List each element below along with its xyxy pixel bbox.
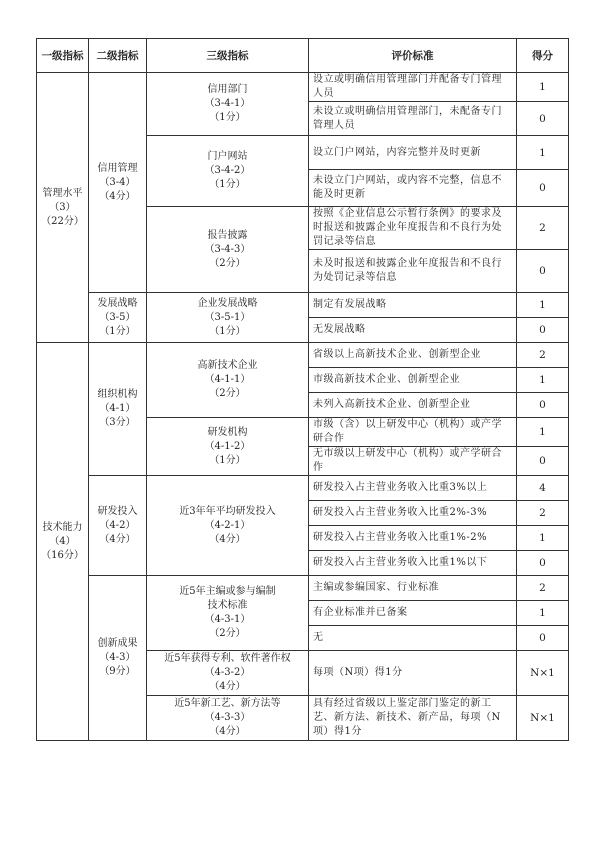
level2-name: 研发投入	[97, 505, 138, 517]
level2-code: （4-2）	[99, 519, 136, 531]
level2-name: 创新成果	[97, 638, 138, 649]
criterion-cell: 无市级以上研发中心（机构）或产学研合作	[309, 447, 517, 476]
table-row	[37, 476, 569, 501]
score-cell: 2	[517, 576, 569, 601]
level3-line: （4分）	[209, 726, 246, 737]
score-cell: 0	[517, 318, 569, 343]
level3-line: （1分）	[209, 454, 246, 466]
table-row	[37, 576, 569, 601]
level3-cell	[147, 418, 309, 476]
criterion-cell: 未及时报送和披露企业年度报告和不良行为处罚记录等信息	[309, 250, 517, 293]
level1-cell	[37, 343, 89, 741]
score-cell: N×1	[517, 651, 569, 696]
score-cell: 0	[517, 626, 569, 651]
level3-line: （4-3-2）	[204, 667, 251, 678]
level2-code: （4-1）	[99, 403, 136, 414]
level2-name: 信用管理	[97, 162, 138, 174]
score-cell: 1	[517, 293, 569, 318]
criterion-cell: 按照《企业信息公示暂行条例》的要求及时报送和披露企业年度报告和不良行为处罚记录等信息	[309, 207, 517, 250]
level3-line: （4-1-1）	[204, 374, 251, 385]
level1-code: （4）	[49, 535, 76, 547]
level3-cell	[147, 73, 309, 136]
level3-cell	[147, 651, 309, 696]
level3-line: （2分）	[209, 388, 246, 399]
level3-line: （4分）	[209, 681, 246, 692]
level3-line: （4-3-1）	[204, 614, 251, 625]
level3-cell	[147, 576, 309, 651]
criterion-cell: 市级（含）以上研发中心（机构）或产学研合作	[309, 418, 517, 447]
header-level1: 一级指标	[37, 39, 89, 73]
table-row	[37, 343, 569, 368]
criterion-cell: 有企业标准并已备案	[309, 601, 517, 626]
level3-line: 报告披露	[207, 229, 248, 241]
level3-line: 信用部门	[207, 84, 248, 95]
level3-line: 近5年主编或参与编制	[179, 586, 276, 597]
level2-cell	[89, 576, 147, 741]
level3-line: （4-1-2）	[204, 440, 251, 452]
evaluation-table	[36, 38, 569, 741]
header-level3: 三级指标	[147, 39, 309, 73]
score-cell: 1	[517, 136, 569, 170]
level1-name: 管理水平	[42, 187, 83, 199]
table-body	[37, 73, 569, 741]
level3-line: 门户网站	[207, 151, 248, 162]
level3-line: （4-2-1）	[204, 519, 251, 531]
level3-line: 近5年新工艺、新方法等	[174, 698, 281, 709]
criterion-cell: 无	[309, 626, 517, 651]
criterion-cell: 研发投入占主营业务收入比重1%以下	[309, 551, 517, 576]
criterion-cell: 每项（N项）得1分	[309, 651, 517, 696]
level2-points: （4分）	[99, 533, 136, 545]
level3-line: 企业发展战略	[197, 297, 258, 309]
score-cell: 2	[517, 343, 569, 368]
criterion-cell: 无发展战略	[309, 318, 517, 343]
level3-line: （4分）	[209, 533, 246, 545]
level2-name: 发展战略	[97, 297, 138, 309]
level3-cell	[147, 293, 309, 343]
header-row	[37, 39, 569, 73]
level3-cell	[147, 343, 309, 418]
criterion-cell: 研发投入占主营业务收入比重1%-2%	[309, 526, 517, 551]
table-row	[37, 293, 569, 318]
level2-points: （4分）	[99, 190, 136, 202]
level3-line: （3-5-1）	[204, 311, 251, 323]
criterion-cell: 市级高新技术企业、创新型企业	[309, 368, 517, 393]
level2-cell	[89, 293, 147, 343]
level3-line: （1分）	[209, 325, 246, 337]
score-cell: 1	[517, 73, 569, 102]
level2-points: （1分）	[99, 325, 136, 337]
level2-code: （4-3）	[99, 652, 136, 663]
level3-line: 技术标准	[207, 600, 248, 611]
header-score: 得分	[517, 39, 569, 73]
criterion-cell: 主编或参编国家、行业标准	[309, 576, 517, 601]
level3-line: 近3年年平均研发投入	[179, 505, 276, 517]
level3-line: 高新技术企业	[197, 360, 258, 371]
score-cell: 2	[517, 207, 569, 250]
score-cell: 1	[517, 368, 569, 393]
level3-line: 研发机构	[207, 426, 248, 438]
level3-line: （3-4-3）	[204, 243, 251, 255]
level3-line: （3-4-2）	[204, 165, 251, 176]
header-criteria: 评价标准	[309, 39, 517, 73]
criterion-cell: 具有经过省级以上鉴定部门鉴定的新工艺、新方法、新技术、新产品，每项（N项）得1分	[309, 696, 517, 741]
criterion-cell: 未设立或明确信用管理部门，未配备专门管理人员	[309, 102, 517, 136]
level3-line: （1分）	[209, 112, 246, 123]
level1-name: 技术能力	[42, 521, 83, 533]
criterion-cell: 研发投入占主营业务收入比重3%以上	[309, 476, 517, 501]
score-cell: 0	[517, 170, 569, 207]
level1-cell	[37, 73, 89, 343]
score-cell: 1	[517, 418, 569, 447]
score-cell: 2	[517, 501, 569, 526]
score-cell: 0	[517, 447, 569, 476]
score-cell: 0	[517, 102, 569, 136]
level3-cell	[147, 696, 309, 741]
level2-code: （3-4）	[99, 176, 136, 188]
criterion-cell: 设立或明确信用管理部门并配备专门管理人员	[309, 73, 517, 102]
level3-line: （1分）	[209, 179, 246, 190]
level3-cell	[147, 476, 309, 576]
criterion-cell: 设立门户网站，内容完整并及时更新	[309, 136, 517, 170]
table-row	[37, 73, 569, 102]
criterion-cell: 研发投入占主营业务收入比重2%-3%	[309, 501, 517, 526]
criterion-cell: 制定有发展战略	[309, 293, 517, 318]
level3-line: （4-3-3）	[204, 712, 251, 723]
header-level2: 二级指标	[89, 39, 147, 73]
level3-line: （3-4-1）	[204, 98, 251, 109]
criterion-cell: 省级以上高新技术企业、创新型企业	[309, 343, 517, 368]
level2-cell	[89, 343, 147, 476]
level1-points: （22分）	[41, 215, 84, 227]
score-cell: 0	[517, 393, 569, 418]
level3-line: 近5年获得专利、软件著作权	[164, 653, 291, 664]
level1-points: （16分）	[41, 549, 84, 561]
level2-name: 组织机构	[97, 389, 138, 400]
score-cell: N×1	[517, 696, 569, 741]
level3-cell	[147, 136, 309, 207]
score-cell: 0	[517, 551, 569, 576]
level3-line: （2分）	[209, 628, 246, 639]
level2-cell	[89, 73, 147, 293]
level3-cell	[147, 207, 309, 293]
score-cell: 1	[517, 601, 569, 626]
level2-points: （3分）	[99, 417, 136, 428]
level2-code: （3-5）	[99, 311, 136, 323]
level2-points: （9分）	[99, 666, 136, 677]
level3-line: （2分）	[209, 257, 246, 269]
score-cell: 4	[517, 476, 569, 501]
level2-cell	[89, 476, 147, 576]
score-cell: 0	[517, 250, 569, 293]
score-cell: 1	[517, 526, 569, 551]
criterion-cell: 未列入高新技术企业、创新型企业	[309, 393, 517, 418]
criterion-cell: 未设立门户网站，或内容不完整，信息不能及时更新	[309, 170, 517, 207]
level1-code: （3）	[49, 201, 76, 213]
